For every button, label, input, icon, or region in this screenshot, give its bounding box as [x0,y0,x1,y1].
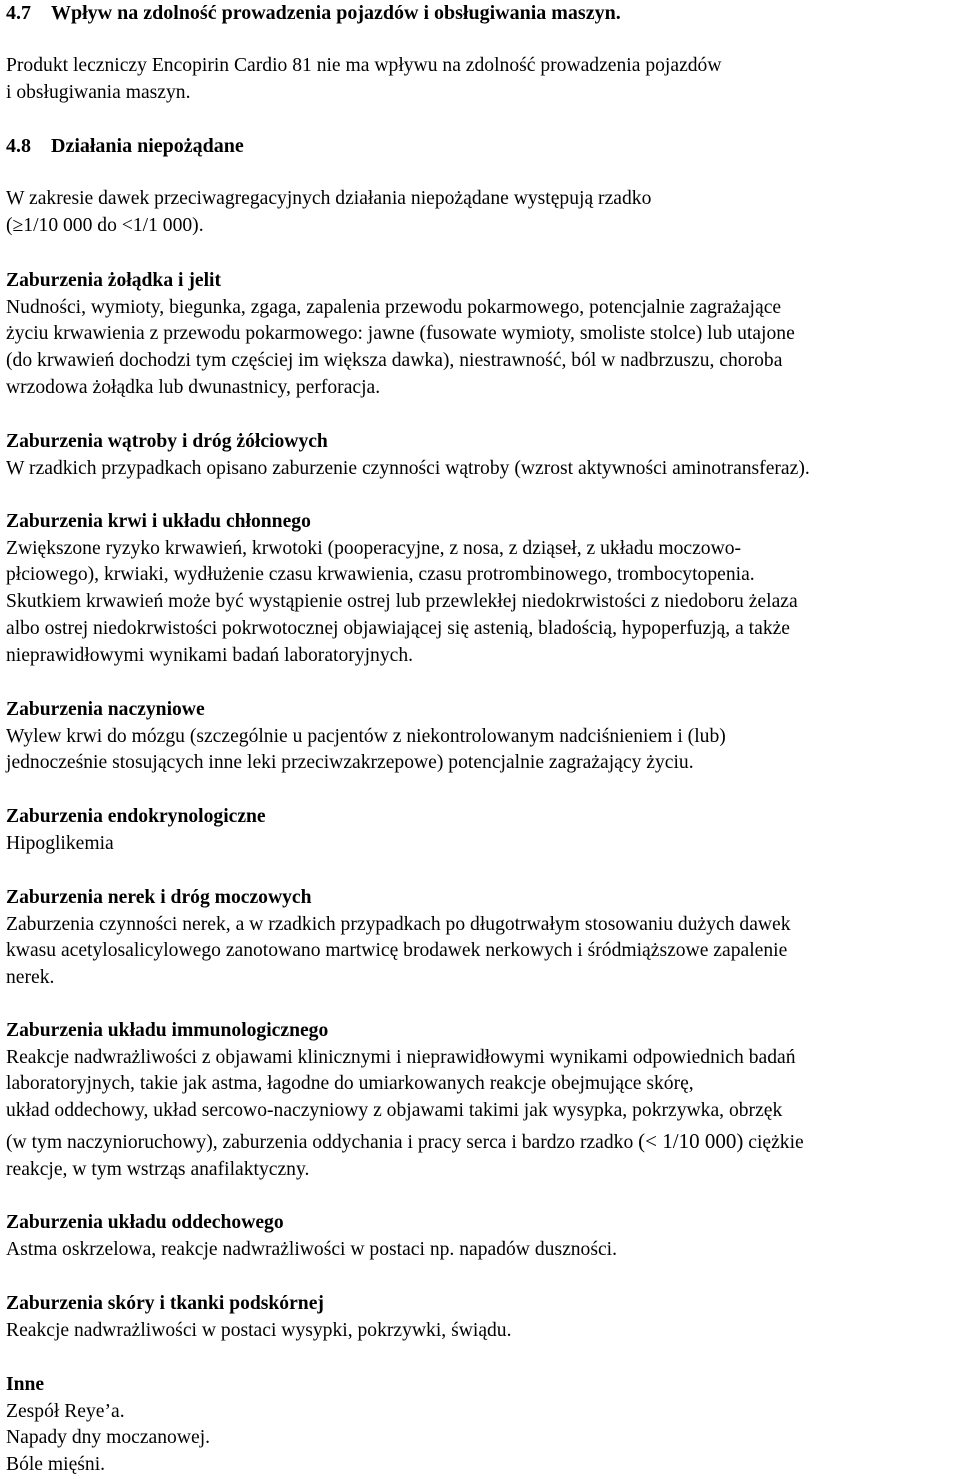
paragraph-line: W zakresie dawek przeciwagregacyjnych działania niepożądane występują rzadko [6,188,652,209]
skin-section [6,1291,954,1344]
paragraph-line: kwasu acetylosalicylowego zanotowano martwicę brodawek nerkowych i śródmiąższowe zapalenie [6,940,788,962]
section-4-7-heading [6,0,954,27]
subsection-heading: Zaburzenia wątroby i dróg żółciowych [6,431,328,452]
paragraph-line: Skutkiem krwawień może być wystąpienie ostrej lub przewlekłej niedokrwistości z niedoboru żelaza [6,591,798,613]
paragraph-line: Bóle mięśni. [6,1454,106,1476]
subsection-heading: Zaburzenia układu immunologicznego [6,1020,329,1041]
subsection-heading: Zaburzenia nerek i dróg moczowych [6,887,312,908]
paragraph-line: (≥1/10 000 do <1/1 000). [6,214,204,236]
subsection-heading: Zaburzenia żołądka i jelit [6,270,221,291]
subsection-heading: Zaburzenia układu oddechowego [6,1212,284,1233]
subsection-heading: Zaburzenia endokrynologiczne [6,806,266,827]
blood-section [6,509,954,669]
paragraph-line: Produkt leczniczy Encopirin Cardio 81 nie ma wpływu na zdolność prowadzenia pojazdów [6,55,722,76]
paragraph-line: W rzadkich przypadkach opisano zaburzenie czynności wątroby (wzrost aktywności aminotransferaz). [6,457,810,479]
section-4-7-body [6,53,954,106]
section-4-8-body [6,186,954,239]
respiratory-section [6,1210,954,1263]
vascular-section [6,697,954,777]
gi-section [6,268,954,402]
paragraph-line: i obsługiwania maszyn. [6,81,191,103]
paragraph-line: wrzodowa żołądka lub dwunastnicy, perforacja. [6,376,381,398]
paragraph-line: Hipoglikemia [6,832,114,854]
subsection-heading: Zaburzenia naczyniowe [6,699,205,720]
paragraph-line: reakcje, w tym wstrząs anafilaktyczny. [6,1158,310,1180]
subsection-heading: Zaburzenia skóry i tkanki podskórnej [6,1293,324,1314]
paragraph-line: nieprawidłowymi wynikami badań laboratoryjnych. [6,644,414,666]
paragraph-line: Napady dny moczanowej. [6,1427,211,1449]
paragraph-line: Zespół Reye’a. [6,1400,125,1422]
paragraph-line: płciowego), krwiaki, wydłużenie czasu krwawienia, czasu protrombinowego, trombocytopenia. [6,564,755,586]
subsection-heading: Inne [6,1374,45,1395]
immune-section [6,1018,954,1183]
paragraph-line: nerek. [6,967,55,989]
paragraph-line: Nudności, wymioty, biegunka, zgaga, zapalenia przewodu pokarmowego, potencjalnie zagrażające [6,296,782,318]
paragraph-line: jednocześnie stosujących inne leki przeciwzakrzepowe) potencjalnie zagrażający życiu. [6,752,694,774]
paragraph-line: układ oddechowy, układ sercowo-naczyniowy z objawami takimi jak wysypka, pokrzywka, obrzęk [6,1100,783,1122]
paragraph-line: Zwiększone ryzyko krwawień, krwotoki (pooperacyjne, z nosa, z dziąseł, z układu moczowo- [6,537,742,559]
section-4-7-heading-text: 4.7 Wpływ na zdolność prowadzenia pojazdów i obsługiwania maszyn. [6,2,621,24]
text-fragment: ciężkie [743,1131,804,1153]
liver-section [6,429,954,482]
other-section [6,1372,954,1479]
paragraph-line: Astma oskrzelowa, reakcje nadwrażliwości w postaci np. napadów duszności. [6,1238,618,1260]
paragraph-line: Zaburzenia czynności nerek, a w rzadkich przypadkach po długotrwałym stosowaniu dużych dawek [6,913,791,935]
paragraph-line [6,1128,954,1157]
paragraph-line: (do krwawień dochodzi tym częściej im większa dawka), niestrawność, ból w nadbrzuszu, choroba [6,350,783,372]
section-4-8-heading [6,133,954,160]
renal-section [6,885,954,992]
paragraph-line: życiu krwawienia z przewodu pokarmowego: jawne (fusowate wymioty, smoliste stolce) lub utajone [6,323,795,345]
endocrine-section [6,804,954,857]
paragraph-line: Reakcje nadwrażliwości z objawami klinicznymi i nieprawidłowymi wynikami odpowiednich badań [6,1046,796,1068]
paragraph-line: Reakcje nadwrażliwości w postaci wysypki, pokrzywki, świądu. [6,1319,512,1341]
section-4-8-heading-text: 4.8 Działania niepożądane [6,135,244,157]
text-fragment: (w tym naczynioruchowy), zaburzenia oddychania i pracy serca i bardzo rzadko [6,1131,639,1153]
paragraph-line: laboratoryjnych, takie jak astma, łagodne do umiarkowanych reakcje obejmujące skórę, [6,1073,694,1095]
subsection-heading: Zaburzenia krwi i układu chłonnego [6,511,311,532]
paragraph-line: Wylew krwi do mózgu (szczególnie u pacjentów z niekontrolowanym nadciśnieniem i (lub) [6,725,726,747]
paragraph-line: albo ostrej niedokrwistości pokrwotocznej objawiającej się astenią, bladością, hypoperfuzją, a także [6,617,791,639]
frequency-note: (< 1/10 000) [638,1128,744,1153]
